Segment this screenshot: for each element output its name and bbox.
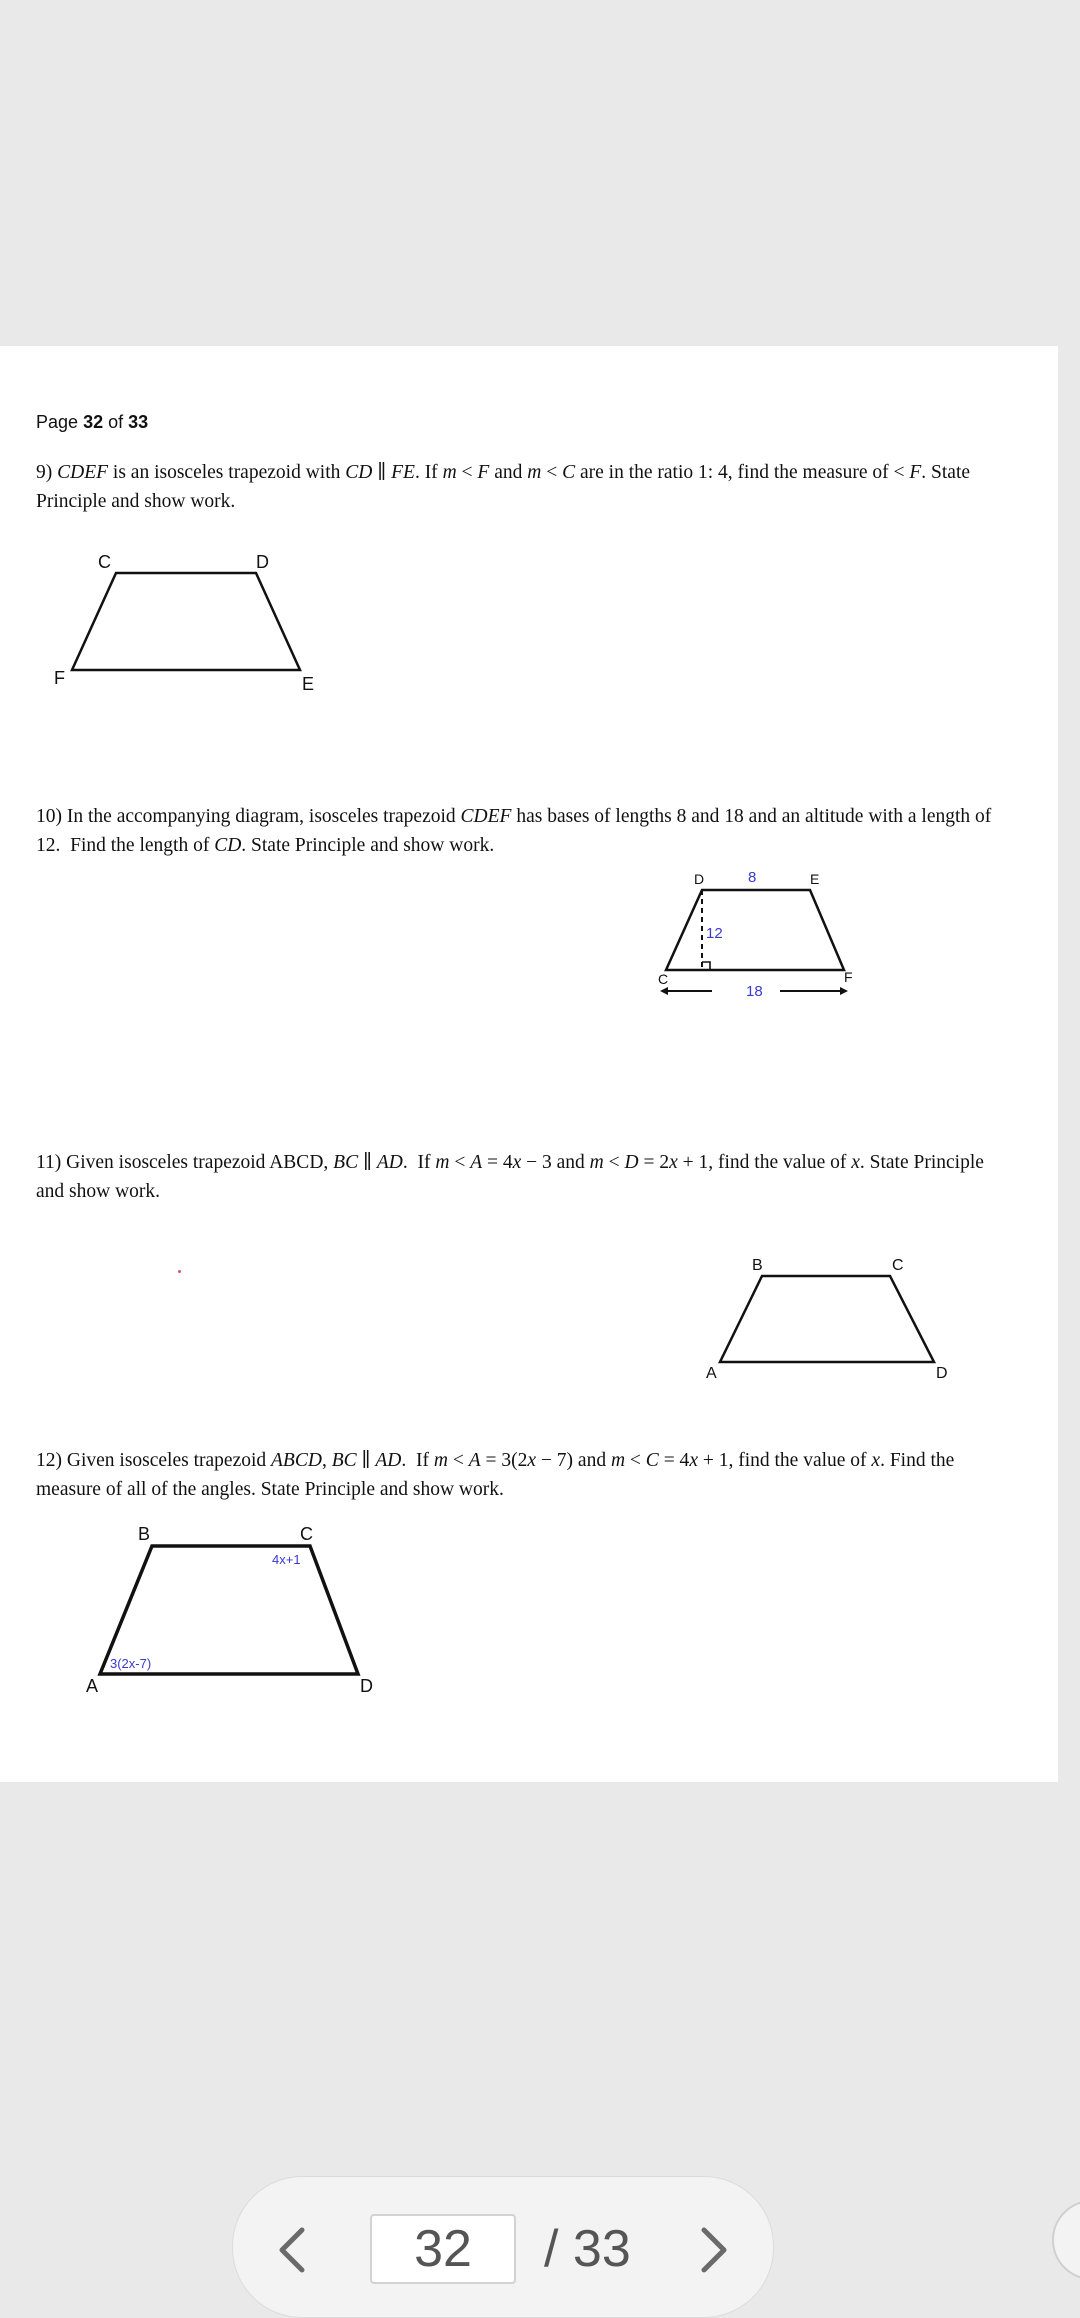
question-text: Given isosceles trapezoid ABCD, BC ∥ AD. If m < A = 3(2x − 7) and m < C = 4x + 1, find the value of x. Find the measure of all of the angles. State Principle and show work. [36,1450,955,1500]
page-current-number: 32 [83,412,104,432]
vertex-label-c: C [300,1524,313,1544]
bottom-base-length-label: 18 [746,983,763,1000]
chevron-right-icon[interactable] [694,2222,734,2278]
stray-mark [178,1270,181,1273]
question-number: 12) [36,1450,62,1471]
vertex-label-d: D [694,871,705,887]
document-page [0,346,1058,1782]
vertex-label-a: A [706,1365,717,1382]
chevron-left-icon[interactable] [272,2222,312,2278]
trapezoid-abcd-diagram-q11 [700,1252,960,1392]
vertex-label-b: B [752,1257,763,1274]
trapezoid-shape [72,573,300,670]
dimension-arrowhead-left [660,987,668,995]
question-number: 9) [36,462,53,483]
vertex-label-e: E [810,871,820,887]
question-number: 10) [36,806,62,827]
angle-a-expression: 3(2x-7) [110,1656,152,1671]
of-label: of [108,412,124,432]
page-label: Page [36,412,79,432]
page-header [36,412,148,433]
vertex-label-c: C [892,1257,904,1274]
vertex-label-f: F [54,668,65,688]
question-number: 11) [36,1152,62,1173]
floating-action-button[interactable] [1052,2200,1080,2280]
question-10 [36,802,996,860]
vertex-label-a: A [86,1676,99,1696]
altitude-length-label: 12 [706,925,723,942]
vertex-label-d: D [360,1676,373,1696]
question-11 [36,1148,996,1206]
trapezoid-abcd-diagram-q12 [80,1518,400,1698]
vertex-label-d: D [936,1365,948,1382]
vertex-label-e: E [302,674,315,694]
vertex-label-d: D [256,552,269,572]
vertex-label-b: B [138,1524,151,1544]
page-total-number: 33 [128,412,149,432]
question-12 [36,1446,996,1504]
trapezoid-cdef-diagram-q9 [48,546,338,696]
question-9 [36,458,996,516]
page-number-input[interactable] [370,2214,516,2284]
angle-c-expression: 4x+1 [272,1552,301,1567]
vertex-label-c: C [658,971,669,987]
trapezoid-shape [666,890,844,970]
top-base-length-label: 8 [748,869,757,886]
page-total-label: / 33 [544,2220,631,2278]
dimension-arrowhead-right [840,987,848,995]
vertex-label-f: F [844,969,853,985]
trapezoid-shape [720,1276,934,1362]
question-text: Given isosceles trapezoid ABCD, BC ∥ AD. If m < A = 4x − 3 and m < D = 2x + 1, find the value of x. State Principle and show work. [36,1152,984,1202]
trapezoid-cdef-diagram-q10 [650,868,860,1008]
question-text: CDEF is an isosceles trapezoid with CD ∥ FE. If m < F and m < C are in the ratio 1: 4, find the measure of < F. State Principle and show work. [36,462,971,512]
vertex-label-c: C [98,552,111,572]
question-text: In the accompanying diagram, isosceles trapezoid CDEF has bases of lengths 8 and 18 and an altitude with a length of 12. Find the length of CD. State Principle and show work. [36,806,992,856]
trapezoid-shape [100,1546,358,1674]
